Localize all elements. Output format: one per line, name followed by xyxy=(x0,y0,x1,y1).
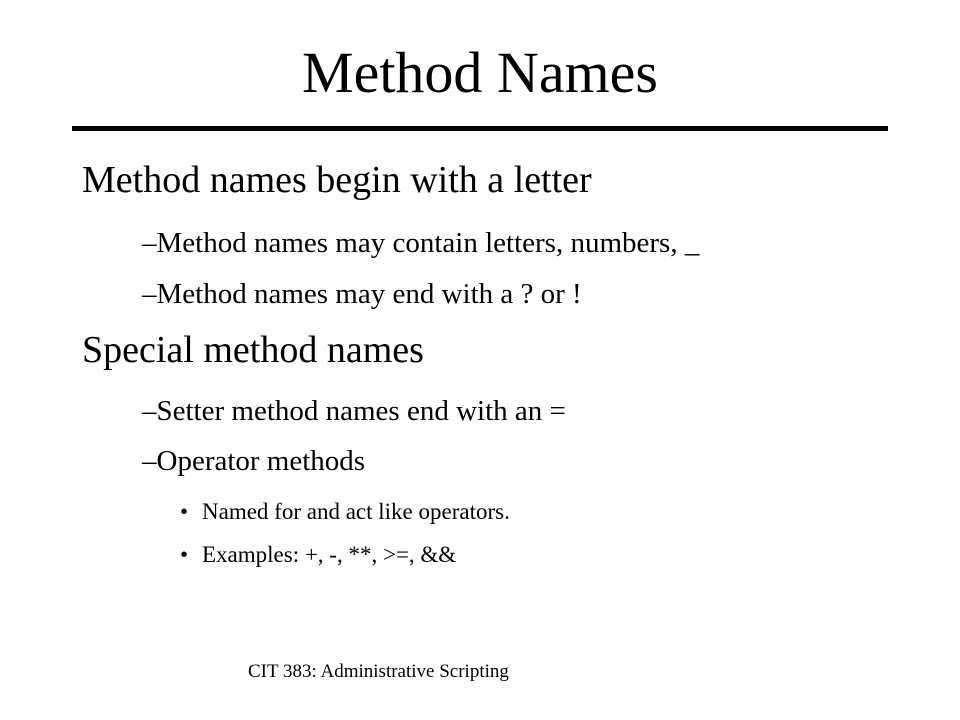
title-underline xyxy=(72,126,888,131)
bullet-dot: • xyxy=(180,499,189,524)
subbullet-setter-methods: –Setter method names end with an = xyxy=(142,395,566,427)
subbullet-may-end: –Method names may end with a ? or ! xyxy=(142,278,582,310)
slide-footer: CIT 383: Administrative Scripting xyxy=(248,661,509,682)
subsubbullet-examples xyxy=(180,540,456,570)
subsubbullet-named-for-text: Named for and act like operators. xyxy=(202,499,510,524)
bullet-dot: • xyxy=(180,542,189,567)
bullet-special-method-names: Special method names xyxy=(82,329,424,371)
bullet-method-names-begin: Method names begin with a letter xyxy=(82,159,592,201)
slide-title: Method Names xyxy=(302,40,658,105)
subbullet-may-contain: –Method names may contain letters, numbers, _ xyxy=(142,227,700,259)
subbullet-operator-methods: –Operator methods xyxy=(142,445,366,477)
subsubbullet-examples-text: Examples: +, -, **, >=, && xyxy=(202,542,457,567)
subsubbullet-named-for xyxy=(180,497,510,527)
